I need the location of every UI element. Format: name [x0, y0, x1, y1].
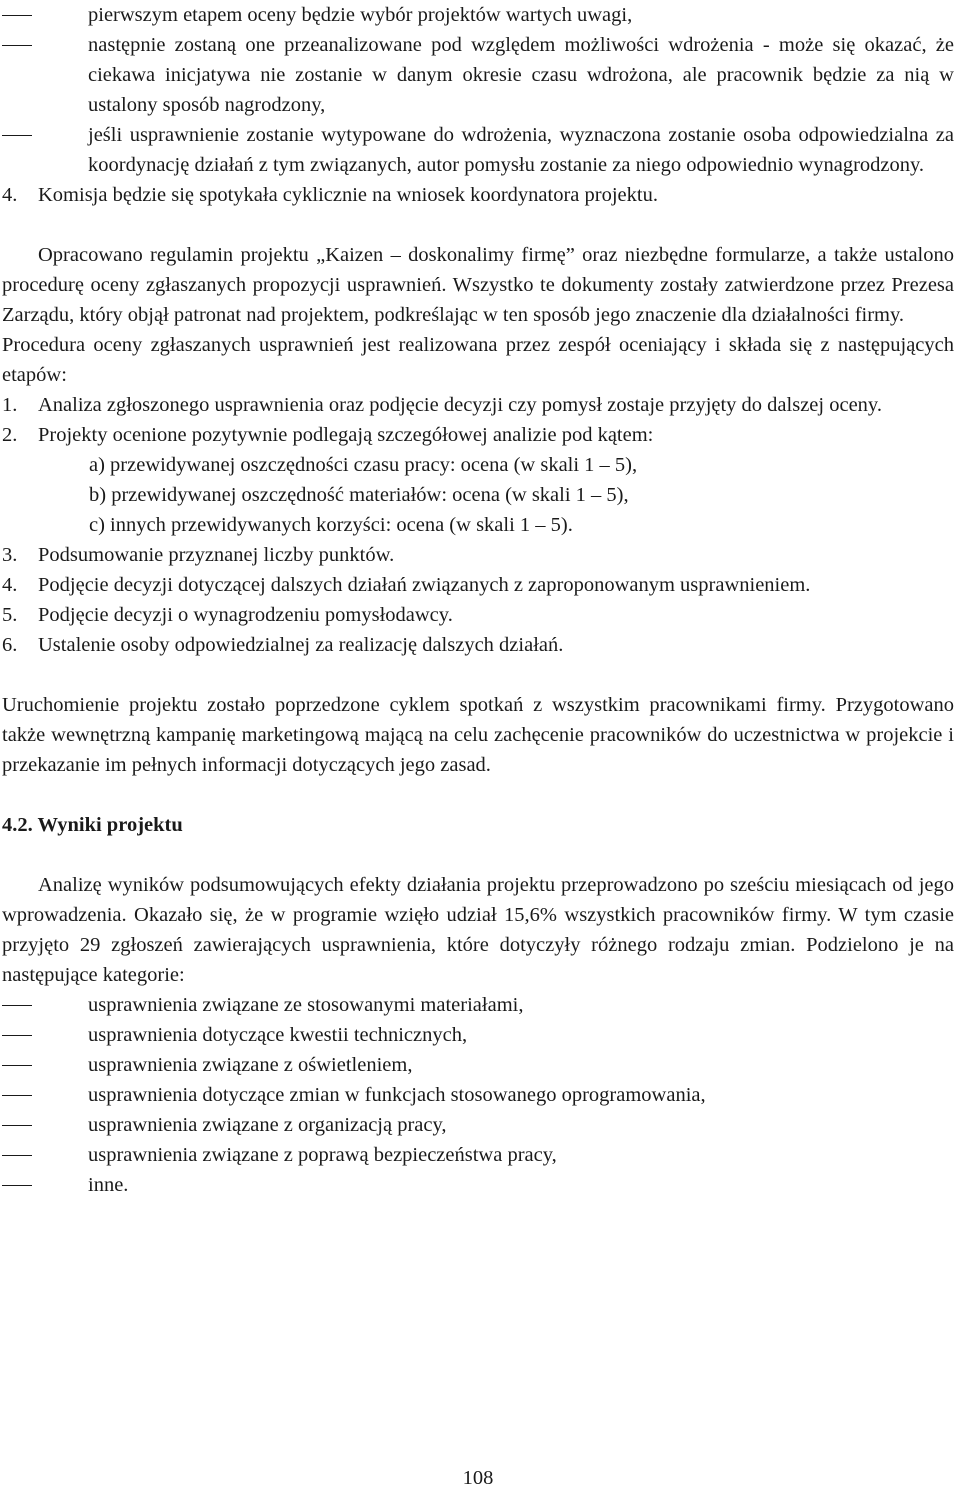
dash-bullet [2, 1185, 32, 1186]
item-number: 1. [2, 394, 18, 416]
section-heading: 4.2. Wyniki projektu [2, 814, 183, 836]
dash-bullet [2, 1095, 32, 1096]
list-item [2, 120, 954, 180]
numbered-item [2, 390, 954, 420]
numbered-item [2, 420, 954, 450]
list-item-text: usprawnienia związane z poprawą bezpieczeństwa pracy, [88, 1144, 557, 1166]
list-item [2, 1110, 954, 1140]
item-text: Komisja będzie się spotykała cyklicznie na wniosek koordynatora projektu. [38, 184, 658, 206]
paragraph: Opracowano regulamin projektu „Kaizen – doskonalimy firmę” oraz niezbędne formularze, a także ustalono procedurę oceny zgłaszanych propozycji usprawnień. Wszystko te dokumenty zostały zatwierdzone przez Prezesa Zarządu, który objął patronat nad projektem, podkreślając w ten sposób jego znaczenie dla działalności firmy. [2, 244, 954, 326]
list-item-text: następnie zostaną one przeanalizowane pod względem możliwości wdrożenia - może się okazać, że ciekawa inicjatywa nie zostanie w danym okresie czasu wdrożona, ale pracownik będzie za nią w ustalony sposób nagrodzony, [88, 34, 954, 116]
dash-bullet [2, 1035, 32, 1036]
dash-bullet [2, 1065, 32, 1066]
numbered-item [2, 540, 954, 570]
dash-bullet [2, 135, 32, 136]
numbered-item [2, 570, 954, 600]
paragraph: Uruchomienie projektu zostało poprzedzone cyklem spotkań z wszystkim pracownikami firmy. Przygotowano także wewnętrzną kampanię marketingową mającą na celu zachęcenie pracowników do uczestnictwa w projekcie i przekazanie im pełnych informacji dotyczących jego zasad. [2, 694, 954, 776]
list-item [2, 1080, 954, 1110]
item-number: 4. [2, 184, 18, 206]
list-item-text: usprawnienia związane z oświetleniem, [88, 1054, 413, 1076]
item-text: Podjęcie decyzji o wynagrodzeniu pomysłodawcy. [38, 604, 453, 626]
list-item-text: inne. [88, 1174, 129, 1196]
dash-bullet [2, 15, 32, 16]
numbered-item [2, 600, 954, 630]
list-item [2, 0, 954, 30]
page-number: 108 [462, 1467, 494, 1489]
list-item-text: usprawnienia związane ze stosowanymi materiałami, [88, 994, 524, 1016]
list-item [2, 1140, 954, 1170]
list-item-text: usprawnienia dotyczące zmian w funkcjach stosowanego oprogramowania, [88, 1084, 706, 1106]
numbered-item [2, 630, 954, 660]
item-text: Analiza zgłoszonego usprawnienia oraz podjęcie decyzji czy pomysł zostaje przyjęty do dalszej oceny. [38, 394, 882, 416]
document-page [2, 0, 954, 1200]
item-number: 6. [2, 634, 18, 656]
list-item [2, 30, 954, 120]
item-number: 5. [2, 604, 18, 626]
list-item-text: jeśli usprawnienie zostanie wytypowane do wdrożenia, wyznaczona zostanie osoba odpowiedzialna za koordynację działań z tym związanych, autor pomysłu zostanie za niego odpowiednio wynagrodzony. [88, 124, 954, 176]
sub-item: b) przewidywanej oszczędność materiałów: ocena (w skali 1 – 5), [89, 484, 629, 506]
item-number: 2. [2, 424, 18, 446]
dash-bullet [2, 1155, 32, 1156]
list-item [2, 1050, 954, 1080]
item-number: 3. [2, 544, 18, 566]
dash-bullet [2, 1005, 32, 1006]
paragraph: Procedura oceny zgłaszanych usprawnień jest realizowana przez zespół oceniający i składa się z następujących etapów: [2, 334, 954, 386]
list-item-text: pierwszym etapem oceny będzie wybór projektów wartych uwagi, [88, 4, 633, 26]
sub-item: a) przewidywanej oszczędności czasu pracy: ocena (w skali 1 – 5), [89, 454, 638, 476]
sub-item: c) innych przewidywanych korzyści: ocena (w skali 1 – 5). [89, 514, 573, 536]
list-item-text: usprawnienia związane z organizacją pracy, [88, 1114, 447, 1136]
list-item [2, 990, 954, 1020]
item-text: Ustalenie osoby odpowiedzialnej za realizację dalszych działań. [38, 634, 564, 656]
dash-bullet [2, 45, 32, 46]
list-item-text: usprawnienia dotyczące kwestii technicznych, [88, 1024, 468, 1046]
dash-bullet [2, 1125, 32, 1126]
item-number: 4. [2, 574, 18, 596]
paragraph: Analizę wyników podsumowujących efekty działania projektu przeprowadzono po sześciu miesiącach od jego wprowadzenia. Okazało się, że w programie wzięło udział 15,6% wszystkich pracowników firmy. W tym czasie przyjęto 29 zgłoszeń zawierających usprawnienia, które dotyczyły różnego rodzaju zmian. Podzielono je na następujące kategorie: [2, 874, 954, 986]
item-text: Projekty ocenione pozytywnie podlegają szczegółowej analizie pod kątem: [38, 424, 654, 446]
list-item [2, 1020, 954, 1050]
item-text: Podsumowanie przyznanej liczby punktów. [38, 544, 395, 566]
numbered-item [2, 180, 954, 210]
item-text: Podjęcie decyzji dotyczącej dalszych działań związanych z zaproponowanym usprawnieniem. [38, 574, 811, 596]
list-item [2, 1170, 954, 1200]
